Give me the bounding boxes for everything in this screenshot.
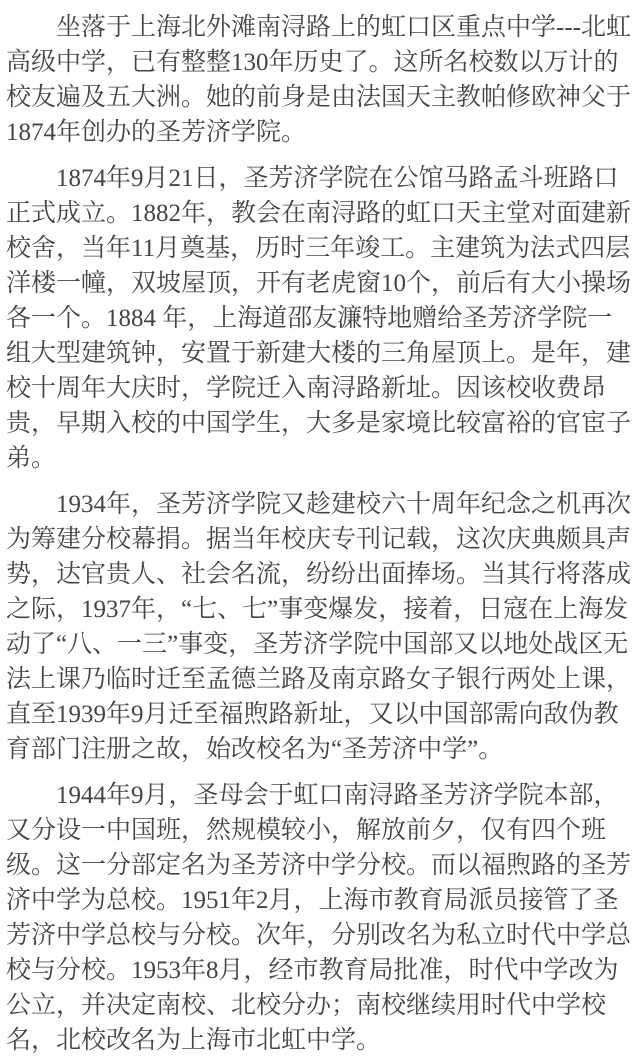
paragraph-1944-postwar: 1944年9月，圣母会于虹口南浔路圣芳济学院本部，又分设一中国班，然规模较小，解放前夕，仅有四个班级。这一分部定名为圣芳济中学分校。而以福煦路的圣芳济中学为总校。1951年2月，上海市教育局派员接管了圣芳济中学总校与分校。次年，分别改名为私立时代中学总校与分校。1953年8月，经市教育局批准，时代中学改为公立，并决定南校、北校分办；南校继续用时代中学校名，北校改名为上海市北虹中学。 bbox=[6, 782, 632, 1054]
paragraph-founding-1874: 1874年9月21日，圣芳济学院在公馆马路孟斗班路口正式成立。1882年，教会在南浔路的虹口天主堂对面建新校舍，当年11月奠基，历时三年竣工。主建筑为法式四层洋楼一幢，双坡屋顶，开有老虎窗10个，前后有大小操场各一个。1884 年，上海道邵友濂特地赠给圣芳济学院一组大型建筑钟，安置于新建大楼的三角屋顶上。是年，建校十周年大庆时，学院迁入南浔路新址。因该校收费昂贵，早期入校的中国学生，大多是家境比较富裕的官宦子弟。 bbox=[6, 165, 632, 472]
paragraph-school-intro: 坐落于上海北外滩南浔路上的虹口区重点中学---北虹高级中学，已有整整130年历史了。这所名校数以万计的校友遍及五大洲。她的前身是由法国天主教帕修欧神父于1874年创办的圣芳济学院。 bbox=[6, 14, 632, 146]
paragraph-1934-anniversary: 1934年，圣芳济学院又趁建校六十周年纪念之机再次为筹建分校幕捐。据当年校庆专刊记载，这次庆典颇具声势，达官贵人、社会名流，纷纷出面捧场。当其行将落成之际，1937年，“七、七”事变爆发，接着，日寇在上海发动了“八、一三”事变，圣芳济学院中国部又以地处战区无法上课乃临时迁至孟德兰路及南京路女子银行两处上课，直至1939年9月迁至福煦路新址，又以中国部需向敌伪教育部门注册之故，始改校名为“圣芳济中学”。 bbox=[6, 491, 632, 763]
